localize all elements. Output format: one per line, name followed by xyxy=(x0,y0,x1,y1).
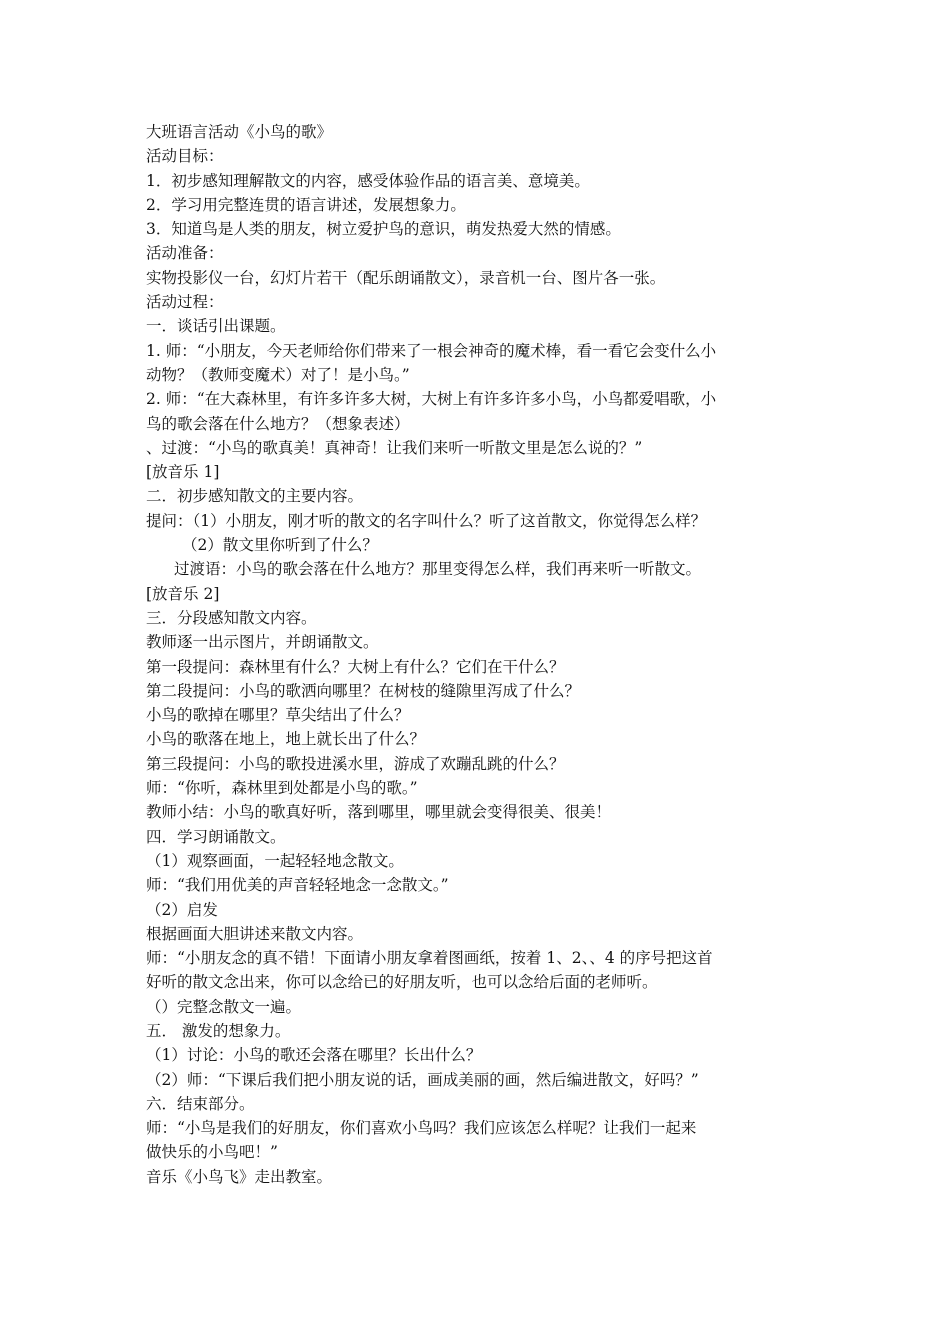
paragraph-line: （2）师：“下课后我们把小朋友说的话，画成美丽的画，然后编进散文，好吗？” xyxy=(146,1070,699,1089)
paragraph-line: 教师小结：小鸟的歌真好听，落到哪里，哪里就会变得很美、很美！ xyxy=(146,803,612,822)
section-heading-preparation: 活动准备： xyxy=(146,244,224,263)
paragraph-line: （2）散文里你听到了什么？ xyxy=(182,536,378,555)
paragraph-line: 过渡语：小鸟的歌会落在什么地方？那里变得怎么样，我们再来听一听散文。 xyxy=(174,560,702,579)
paragraph-line: 第二段提问：小鸟的歌洒向哪里？在树枝的缝隙里泻成了什么？ xyxy=(146,681,581,700)
paragraph-line: （1）观察画面，一起轻轻地念散文。 xyxy=(146,851,404,870)
paragraph-line: 师：“你听，森林里到处都是小鸟的歌。” xyxy=(146,779,418,798)
paragraph-line: 小鸟的歌掉在哪里？草尖结出了什么？ xyxy=(146,706,410,725)
step-heading-5: 五． 激发的想象力。 xyxy=(146,1021,291,1040)
step-heading-4: 四．学习朗诵散文。 xyxy=(146,827,286,846)
music-cue-1: [放音乐 1] xyxy=(146,463,220,482)
paragraph-line: 鸟的歌会落在什么地方？（想象表述） xyxy=(146,414,410,433)
paragraph-line: （）完整念散文一遍。 xyxy=(146,997,302,1016)
paragraph-line: 好听的散文念出来，你可以念给已的好朋友听，也可以念给后面的老师听。 xyxy=(146,973,658,992)
step-heading-1: 一．谈话引出课题。 xyxy=(146,317,286,336)
section-heading-process: 活动过程： xyxy=(146,293,224,312)
section-heading-goals: 活动目标： xyxy=(146,147,224,166)
paragraph-line: （1）讨论：小鸟的歌还会落在哪里？长出什么？ xyxy=(146,1046,482,1065)
paragraph-line: 、过渡：“小鸟的歌真美！真神奇！让我们来听一听散文里是怎么说的？” xyxy=(146,438,643,457)
music-cue-2: [放音乐 2] xyxy=(146,584,220,603)
paragraph-line: 师：“小朋友念的真不错！下面请小朋友拿着图画纸，按着 1、2、、4 的序号把这首 xyxy=(146,949,713,968)
paragraph-line: 2. 师：“在大森林里，有许多许多大树，大树上有许多许多小鸟，小鸟都爱唱歌，小 xyxy=(146,390,717,409)
paragraph-line: 音乐《小鸟飞》走出教室。 xyxy=(146,1167,333,1186)
paragraph-line: 做快乐的小鸟吧！” xyxy=(146,1143,278,1162)
goal-item-3: 3．知道鸟是人类的朋友，树立爱护鸟的意识，萌发热爱大然的情感。 xyxy=(146,220,621,239)
document-body xyxy=(146,120,826,1189)
document-title: 大班语言活动《小鸟的歌》 xyxy=(146,123,333,141)
paragraph-line: 动物？（教师变魔术）对了！是小鸟。” xyxy=(146,365,410,384)
step-heading-2: 二．初步感知散文的主要内容。 xyxy=(146,487,364,506)
paragraph-line: 师：“我们用优美的声音轻轻地念一念散文。” xyxy=(146,876,449,895)
paragraph-line: 1. 师：“小朋友，今天老师给你们带来了一根会神奇的魔术棒，看一看它会变什么小 xyxy=(146,341,717,360)
paragraph-line: 教师逐一出示图片，并朗诵散文。 xyxy=(146,633,379,652)
goal-item-2: 2．学习用完整连贯的语言讲述，发展想象力。 xyxy=(146,195,466,214)
paragraph-line: 第一段提问：森林里有什么？大树上有什么？它们在干什么？ xyxy=(146,657,565,676)
goal-item-1: 1．初步感知理解散文的内容，感受体验作品的语言美、意境美。 xyxy=(146,171,590,190)
paragraph-line: （2）启发 xyxy=(146,900,218,919)
paragraph-line: 提问：（1）小朋友，刚才听的散文的名字叫什么？听了这首散文，你觉得怎么样？ xyxy=(146,511,707,530)
paragraph-line: 第三段提问：小鸟的歌投进溪水里，游成了欢蹦乱跳的什么？ xyxy=(146,754,565,773)
preparation-text: 实物投影仪一台，幻灯片若干（配乐朗诵散文），录音机一台、图片各一张。 xyxy=(146,268,666,287)
step-heading-3: 三．分段感知散文内容。 xyxy=(146,608,317,627)
step-heading-6: 六．结束部分。 xyxy=(146,1094,255,1113)
paragraph-line: 师：“小鸟是我们的好朋友，你们喜欢小鸟吗？我们应该怎么样呢？让我们一起来 xyxy=(146,1119,697,1138)
paragraph-line: 根据画面大胆讲述来散文内容。 xyxy=(146,924,364,943)
paragraph-line: 小鸟的歌落在地上，地上就长出了什么？ xyxy=(146,730,426,749)
